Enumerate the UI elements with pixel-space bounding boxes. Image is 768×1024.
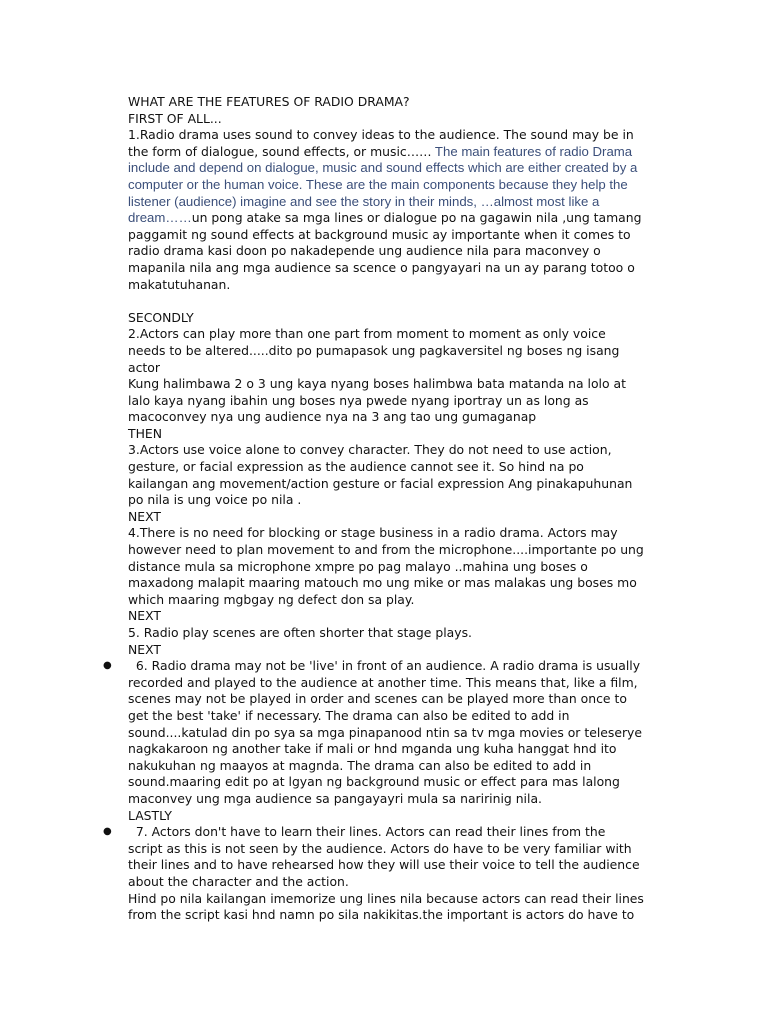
heading-lastly: LASTLY — [128, 807, 172, 823]
paragraph-line: actor — [128, 359, 160, 375]
paragraph-3 — [128, 442, 676, 508]
paragraph-line: sound....katulad din po sya sa mga pinapanood ntin sa tv mga movies or teleserye — [128, 724, 643, 740]
paragraph-line: maconvey ung mga audience sa pangayayri mula sa naririnig nila. — [128, 790, 542, 806]
paragraph-line: maxadong malapit maaring matouch mo ung mike or mas malakas ung boses mo — [128, 575, 637, 591]
bullet-icon: ● — [103, 660, 112, 672]
paragraph-line: 2.Actors can play more than one part from moment to moment as only voice — [128, 326, 606, 342]
quoted-line: include and depend on dialogue, music and sound effects which are either created by a — [128, 160, 638, 176]
paragraph-line: nakukuhan ng maayos at magnda. The drama can also be edited to add in — [128, 757, 592, 773]
heading-next: NEXT — [128, 641, 161, 657]
paragraph-line: 1.Radio drama uses sound to convey ideas to the audience. The sound may be in — [128, 127, 634, 143]
paragraph-line: nagkakaroon ng another take if mali or hnd mganda ung kuha hanggat hnd ito — [128, 741, 617, 757]
paragraph-6 — [103, 658, 676, 807]
quoted-text: The main features of radio Drama — [431, 143, 633, 159]
quoted-line: listener (audience) imagine and see the story in their minds, …almost most like a — [128, 193, 600, 209]
paragraph-7 — [103, 824, 676, 924]
paragraph-line: radio drama kasi doon po nakadepende ung audience nila para maconvey o — [128, 243, 601, 259]
paragraph-text: 6. Radio drama may not be 'live' in front of an audience. A radio drama is usually — [128, 658, 641, 674]
quoted-text: dream…… — [128, 210, 192, 226]
paragraph-line: needs to be altered.....dito po pumapasok ung pagkaversitel ng boses ng isang — [128, 342, 620, 358]
paragraph-line: makatutuhanan. — [128, 276, 231, 292]
paragraph-2 — [128, 326, 676, 426]
paragraph-line: scenes may not be played in order and scenes can be played more than once to — [128, 691, 627, 707]
paragraph-text: 7. Actors don't have to learn their lines. Actors can read their lines from the — [128, 824, 606, 840]
paragraph-line: get the best 'take' if necessary. The drama can also be edited to add in — [128, 707, 570, 723]
paragraph-line: mapanila nila ang mga audience sa scence o pangyayari na un ay parang totoo o — [128, 259, 635, 275]
paragraph-line: 3.Actors use voice alone to convey character. They do not need to use action, — [128, 442, 612, 458]
bullet-line — [103, 658, 676, 675]
paragraph-line: lalo kaya nyang ibahin ung boses nya pwede nyang iportray un as long as — [128, 392, 589, 408]
heading-secondly: SECONDLY — [128, 309, 194, 325]
paragraph-line: script as this is not seen by the audience. Actors do have to be very familiar with — [128, 840, 632, 856]
spacer — [128, 293, 676, 310]
paragraph-line: 4.There is no need for blocking or stage business in a radio drama. Actors may — [128, 525, 618, 541]
paragraph-4 — [128, 525, 676, 608]
bullet-line — [103, 824, 676, 841]
paragraph-line: Hind po nila kailangan imemorize ung lines nila because actors can read their lines — [128, 890, 644, 906]
paragraph-line: distance mula sa microphone xmpre po pag malayo ..mahina ung boses o — [128, 558, 588, 574]
paragraph-line: recorded and played to the audience at another time. This means that, like a film, — [128, 674, 638, 690]
paragraph-line: gesture, or facial expression as the audience cannot see it. So hind na po — [128, 459, 584, 475]
paragraph-5: 5. Radio play scenes are often shorter that stage plays. — [128, 625, 472, 640]
paragraph-line: which maaring mgbgay ng defect don sa play. — [128, 591, 415, 607]
heading-then: THEN — [128, 425, 162, 441]
heading-next: NEXT — [128, 508, 161, 524]
paragraph-1 — [128, 127, 676, 293]
quoted-line: computer or the human voice. These are the main components because they help the — [128, 176, 628, 192]
heading-first-of-all: FIRST OF ALL... — [128, 110, 222, 126]
document-page — [103, 94, 676, 924]
paragraph-line: their lines and to have rehearsed how they will use their voice to tell the audience — [128, 857, 640, 873]
paragraph-line: sound.maaring edit po at lgyan ng background music or effect para mas lalong — [128, 774, 620, 790]
paragraph-line — [128, 210, 676, 227]
paragraph-line: from the script kasi hnd namn po sila nakikitas.the important is actors do have to — [128, 907, 635, 923]
bullet-icon: ● — [103, 826, 112, 838]
paragraph-line: about the character and the action. — [128, 873, 349, 889]
paragraph-line: paggamit ng sound effects at background music ay importante when it comes to — [128, 226, 631, 242]
paragraph-text: un pong atake sa mga lines or dialogue po na gagawin nila ,ung tamang — [191, 210, 642, 226]
paragraph-line: kailangan ang movement/action gesture or facial expression Ang pinakapuhunan — [128, 475, 633, 491]
paragraph-line: macoconvey nya ung audience nya na 3 ang tao ung gumaganap — [128, 409, 537, 425]
paragraph-line: however need to plan movement to and from the microphone....importante po ung — [128, 542, 644, 558]
paragraph-line — [128, 144, 676, 161]
paragraph-line: Kung halimbawa 2 o 3 ung kaya nyang boses halimbwa bata matanda na lolo at — [128, 376, 626, 392]
document-title: WHAT ARE THE FEATURES OF RADIO DRAMA? — [128, 94, 410, 109]
paragraph-text: the form of dialogue, sound effects, or music…… — [128, 143, 432, 159]
heading-next: NEXT — [128, 608, 161, 624]
paragraph-line: po nila is ung voice po nila . — [128, 492, 302, 508]
